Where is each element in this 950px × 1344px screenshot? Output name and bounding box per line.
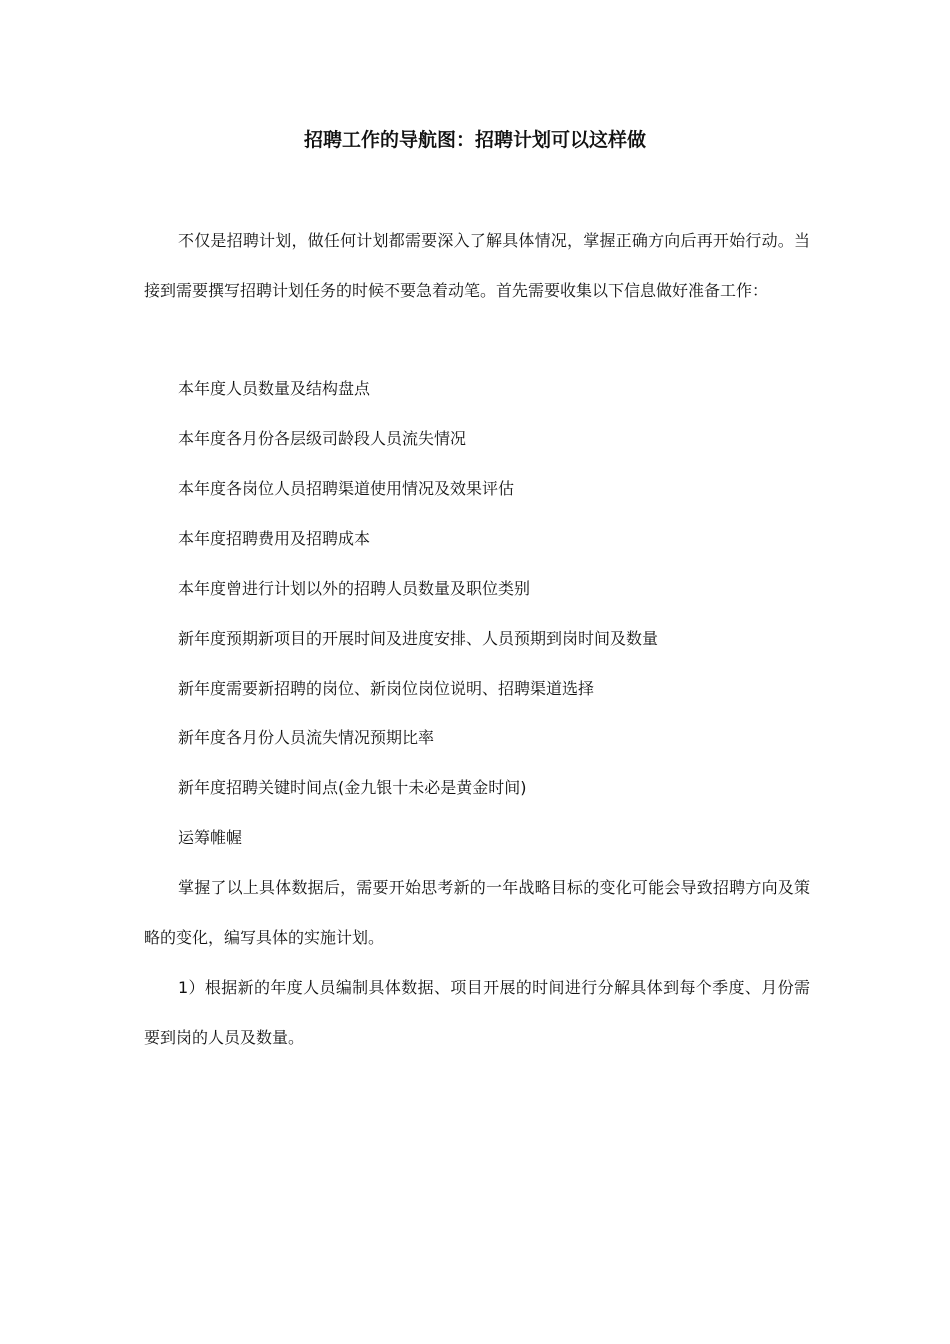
list-item: 本年度人员数量及结构盘点 xyxy=(178,379,371,398)
list-item: 新年度招聘关键时间点(金九银十未必是黄金时间) xyxy=(178,778,527,797)
intro-paragraph: 不仅是招聘计划，做任何计划都需要深入了解具体情况，掌握正确方向后再开始行动。当接到需要撰写招聘计划任务的时候不要急着动笔。首先需要收集以下信息做好准备工作： xyxy=(144,231,810,300)
list-item: 新年度各月份人员流失情况预期比率 xyxy=(178,728,435,747)
list-item: 本年度各月份各层级司龄段人员流失情况 xyxy=(178,429,467,448)
section-heading: 运筹帷幄 xyxy=(178,828,243,847)
document-title: 招聘工作的导航图：招聘计划可以这样做 xyxy=(303,129,646,151)
list-item: 新年度预期新项目的开展时间及进度安排、人员预期到岗时间及数量 xyxy=(178,629,659,648)
list-item: 本年度曾进行计划以外的招聘人员数量及职位类别 xyxy=(178,579,531,598)
list-item: 本年度招聘费用及招聘成本 xyxy=(178,529,371,548)
strategy-paragraph: 掌握了以上具体数据后，需要开始思考新的一年战略目标的变化可能会导致招聘方向及策略的变化，编写具体的实施计划。 xyxy=(144,878,810,947)
step-1-paragraph: 1）根据新的年度人员编制具体数据、项目开展的时间进行分解具体到每个季度、月份需要到岗的人员及数量。 xyxy=(144,978,810,1047)
list-item: 新年度需要新招聘的岗位、新岗位岗位说明、招聘渠道选择 xyxy=(178,679,595,698)
list-item: 本年度各岗位人员招聘渠道使用情况及效果评估 xyxy=(178,479,515,498)
